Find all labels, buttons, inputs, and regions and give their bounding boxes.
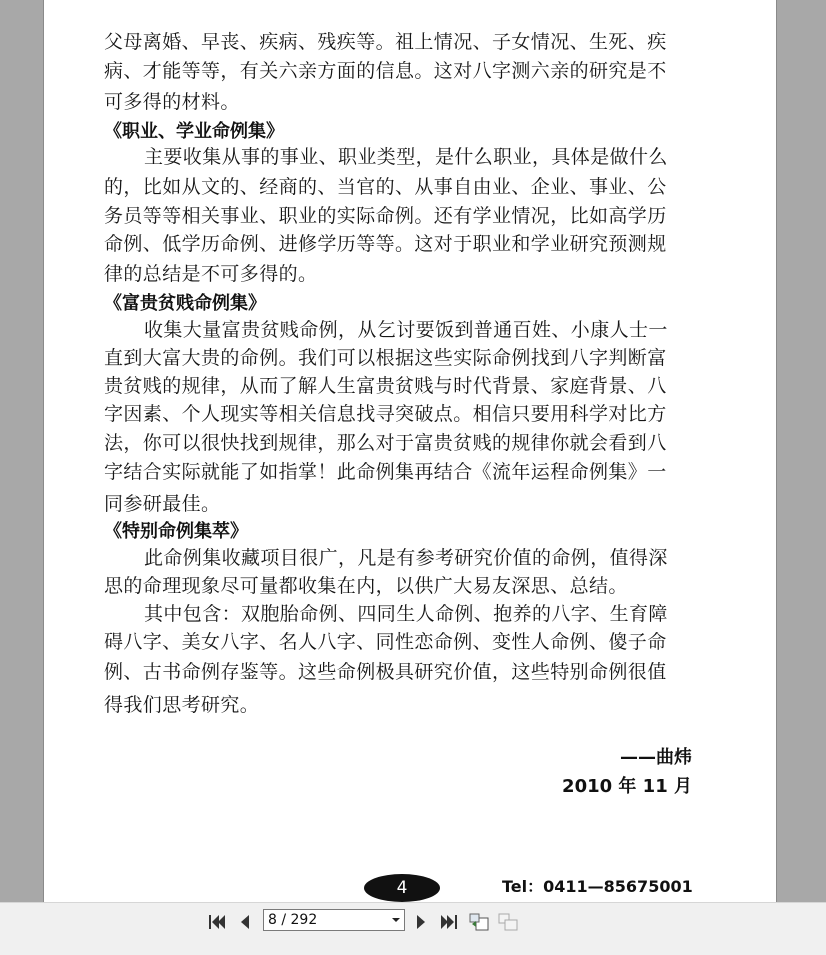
next-page-button[interactable]: [410, 912, 432, 932]
previous-page-icon: [238, 913, 252, 931]
text-line: 可多得的材料。: [104, 91, 240, 113]
text-line: 贵贫贱的规律，从而了解人生富贵贫贱与时代背景、家庭背景、八: [104, 375, 667, 397]
previous-view-button[interactable]: [468, 912, 490, 932]
text-line: 此命例集收藏项目很广，凡是有参考研究价值的命例，值得深: [144, 547, 668, 569]
previous-view-icon: [468, 912, 490, 932]
section-heading-special: 《特别命例集萃》: [104, 521, 248, 542]
text-line: 命例、低学历命例、进修学历等等。这对于职业和学业研究预测规: [104, 233, 667, 255]
text-line: 思的命理现象尽可量都收集在内，以供广大易友深思、总结。: [104, 575, 628, 597]
text-line: 字因素、个人现实等相关信息找寻突破点。相信只要用科学对比方: [104, 403, 667, 425]
text-line: 律的总结是不可多得的。: [104, 263, 318, 285]
text-line: 务员等等相关事业、职业的实际命例。还有学业情况，比如高学历: [104, 205, 667, 227]
first-page-icon: [207, 913, 227, 931]
section-heading-career: 《职业、学业命例集》: [104, 121, 284, 142]
text-line: 父母离婚、早丧、疾病、残疾等。祖上情况、子女情况、生死、疾: [104, 31, 667, 53]
text-line: 得我们思考研究。: [104, 694, 260, 716]
text-line: 主要收集从事的事业、职业类型，是什么职业，具体是做什么: [144, 146, 668, 168]
text-line: 直到大富大贵的命例。我们可以根据这些实际命例找到八字判断富: [104, 347, 667, 369]
next-view-icon: [497, 912, 519, 932]
last-page-icon: [439, 913, 459, 931]
text-line: 同参研最佳。: [104, 493, 221, 515]
text-line: 病、才能等等，有关六亲方面的信息。这对八字测六亲的研究是不: [104, 60, 667, 82]
first-page-button[interactable]: [206, 912, 228, 932]
section-heading-wealth: 《富贵贫贱命例集》: [104, 293, 266, 314]
text-line: 法，你可以很快找到规律，那么对于富贵贫贱的规律你就会看到八: [104, 432, 667, 454]
author-signature: ——曲炜: [620, 747, 692, 768]
text-line: 的，比如从文的、经商的、当官的、从事自由业、企业、事业、公: [104, 176, 667, 198]
text-line: 字结合实际就能了如指掌！此命例集再结合《流年运程命例集》一: [104, 461, 667, 483]
next-page-icon: [414, 913, 428, 931]
text-line: 收集大量富贵贫贱命例，从乞讨要饭到普通百姓、小康人士一: [144, 319, 668, 341]
navigation-toolbar: [0, 902, 826, 955]
pdf-page: [43, 0, 777, 902]
author-date: 2010 年 11 月: [562, 776, 692, 797]
text-line: 例、古书命例存鉴等。这些命例极具研究价值，这些特别命例很值: [104, 661, 667, 683]
page-number-input[interactable]: [263, 909, 405, 931]
previous-page-button[interactable]: [234, 912, 256, 932]
text-line: 碍八字、美女八字、名人八字、同性恋命例、变性人命例、傻子命: [104, 631, 667, 653]
next-view-button[interactable]: [497, 912, 519, 932]
page-number-badge: 4: [364, 874, 440, 902]
chevron-down-icon[interactable]: [392, 918, 400, 922]
page-indicator-text: 8 / 292: [268, 912, 318, 928]
text-line: 其中包含：双胞胎命例、四同生人命例、抱养的八字、生育障: [144, 603, 668, 625]
last-page-button[interactable]: [438, 912, 460, 932]
telephone-footer: Tel：0411—85675001: [502, 877, 693, 896]
